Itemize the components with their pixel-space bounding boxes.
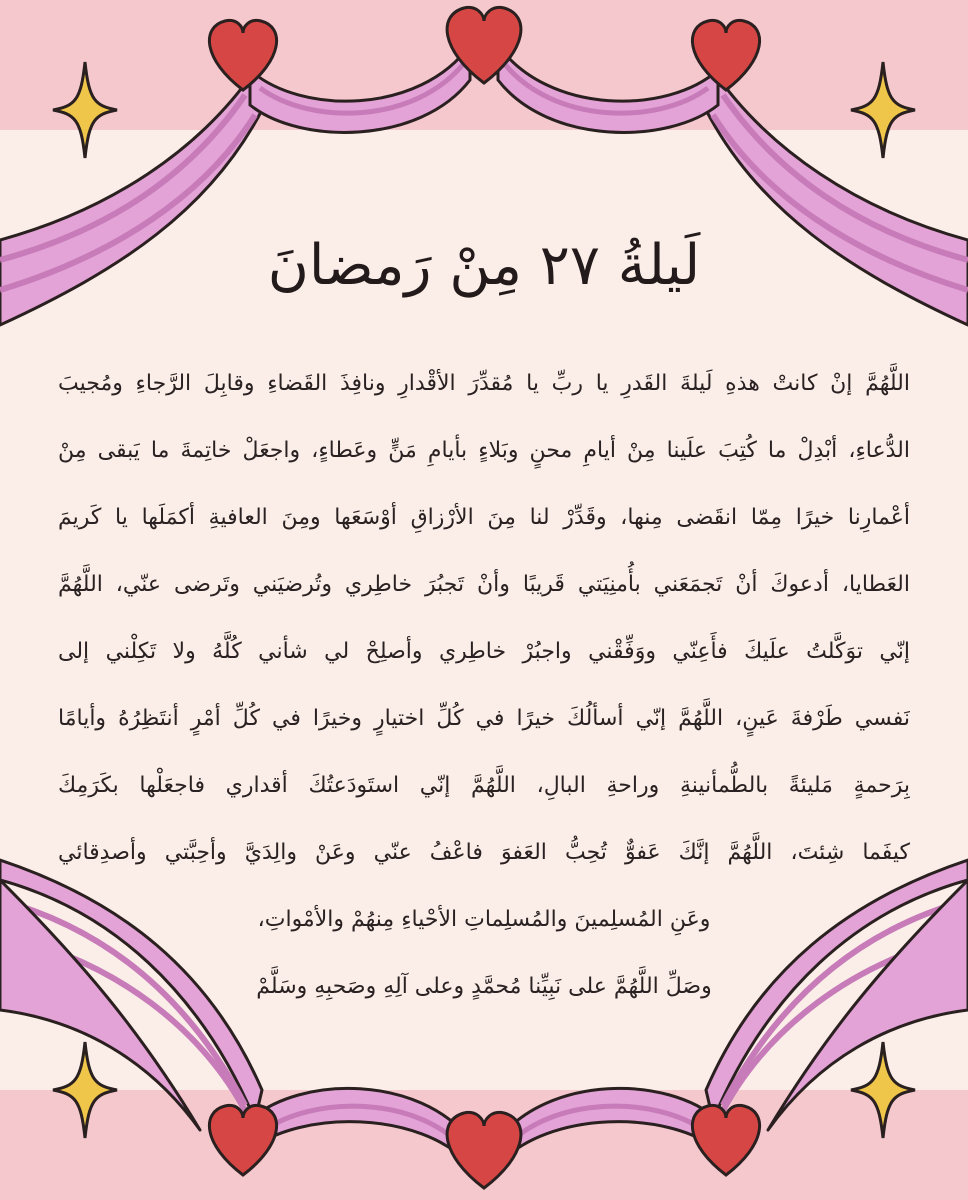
prayer-line: إنّي توَكَّلتُ علَيكَ فأَعِنّي ووَفِّقْني واجبُرْ خاطِري وأصلِحْ لي شأني كُلَّهُ ولا تَكِلْني إلى — [58, 639, 910, 664]
prayer-line: كيفَما شِئتَ، اللَّهُمَّ إنَّكَ عَفوٌّ تُحِبُّ العَفوَ فاعْفُ عنّي وعَنْ والِدَيَّ وأحِبَّتي وأصدِقائي — [58, 840, 910, 865]
prayer-line: العَطايا، أدعوكَ أنْ تَجمَعَني بأُمنِيَتي قَريبًا وأنْ تَجبُرَ خاطِري وتُرضيَني وتَرضى عنّي، اللَّهُمَّ — [58, 572, 910, 597]
prayer-line: وعَنِ المُسلِمينَ والمُسلِماتِ الأحْياءِ مِنهُمْ والأمْواتِ، — [257, 907, 711, 932]
prayer-text — [58, 350, 910, 1020]
prayer-line: نَفسي طَرْفةَ عَينٍ، اللَّهُمَّ إنّي أسألُكَ خيرًا في كُلِّ اختيارٍ وخيرًا في كُلِّ أمْرٍ أنتَظِرُهُ وأيامًا — [58, 706, 910, 731]
prayer-line: الدُّعاءِ، أبْدِلْ ما كُتِبَ علَينا مِنْ أيامِ محنٍ وبَلاءٍ بأيامِ مَنٍّ وعَطاءٍ، واجعَلْ خاتِمةَ ما يَبقى مِنْ — [58, 438, 910, 463]
prayer-closing-line: وصَلِّ اللَّهُمَّ على نَبِيِّنا مُحمَّدٍ وعلى آلِهِ وصَحبِهِ وسَلَّمْ — [256, 974, 712, 999]
prayer-line: أعْمارِنا خيرًا مِمّا انقَضى مِنها، وقَدِّرْ لنا مِنَ الأرْزاقِ أوْسَعَها ومِنَ العافيةِ أكمَلَها يا كَريمَ — [58, 505, 910, 530]
card-title: لَيلةُ ٢٧ مِنْ رَمضانَ — [267, 233, 701, 298]
prayer-line: بِرَحمةٍ مَليئةً بالطُّمأنينةِ وراحةِ البالِ، اللَّهُمَّ إنّي استَودَعتُكَ أقداري فاجعَلْها بكَرَمِكَ — [58, 773, 910, 798]
prayer-line: اللَّهُمَّ إنْ كانتْ هذهِ لَيلةَ القَدرِ يا ربِّ يا مُقدِّرَ الأقْدارِ ونافِذَ القَضاءِ وقابِلَ الرَّجاءِ ومُجيبَ — [58, 371, 910, 396]
